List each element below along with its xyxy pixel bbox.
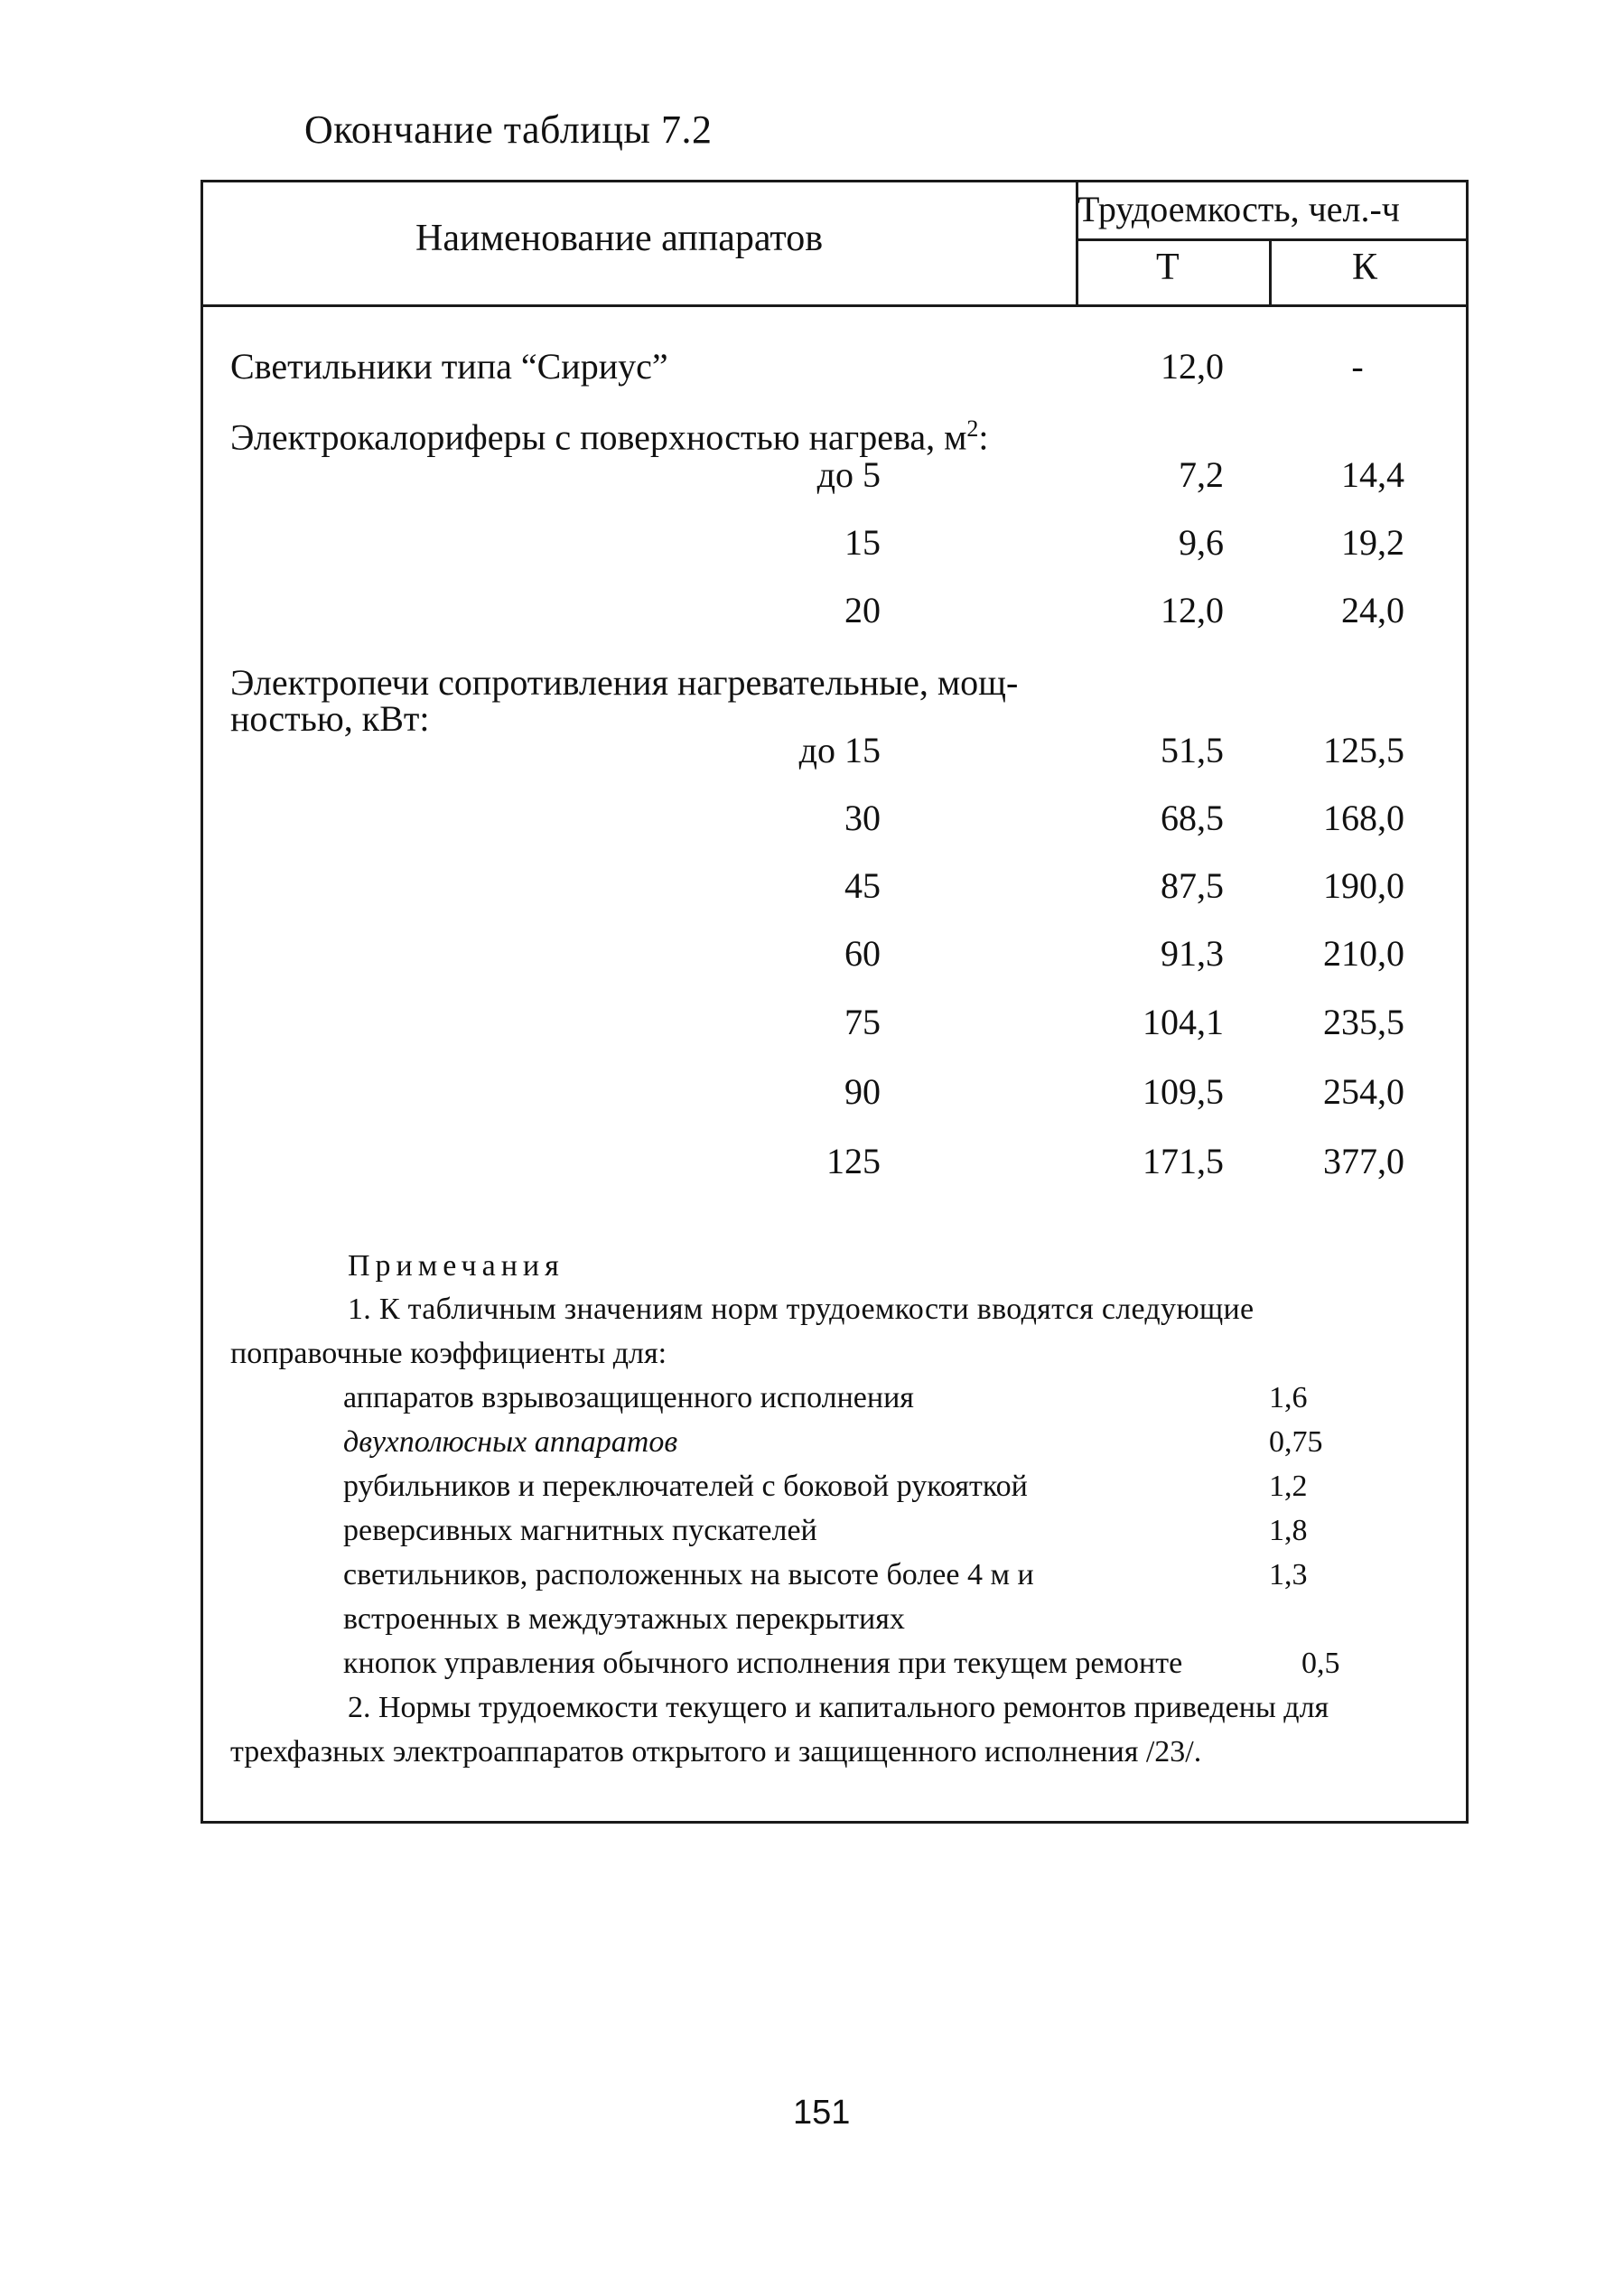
coefficient-value: 0,75	[1269, 1425, 1323, 1459]
coefficient-value: 0,5	[1301, 1647, 1340, 1680]
table-row	[203, 1070, 1471, 1121]
row-k-value: 19,2	[1341, 522, 1404, 563]
coefficient-name: кнопок управления обычного исполнения при текущем ремонте	[343, 1647, 1183, 1680]
group-title-calorifers	[230, 415, 989, 458]
header-labor-column: Трудоемкость, чел.-ч	[1077, 189, 1400, 229]
row-t-value: 87,5	[1161, 865, 1224, 906]
row-k-value: 125,5	[1323, 730, 1404, 770]
data-table	[201, 180, 1469, 1824]
row-k-value: 14,4	[1341, 454, 1404, 495]
row-label: 125	[826, 1141, 881, 1181]
row-k-value: 190,0	[1323, 865, 1404, 906]
coefficient-name: двухполюсных аппаратов	[343, 1425, 678, 1459]
row-label: 15	[844, 522, 881, 563]
header-name-column: Наименование аппаратов	[415, 218, 824, 259]
row-k-value: 254,0	[1323, 1071, 1404, 1112]
coefficient-name: рубильников и переключателей с боковой рукояткой	[343, 1470, 1028, 1503]
group-title-text: Электрокалориферы с поверхностью нагрева, м	[230, 416, 967, 458]
table-caption: Окончание таблицы 7.2	[304, 107, 713, 152]
row-k-value: 24,0	[1341, 590, 1404, 630]
note-2-line-1: 2. Нормы трудоемкости текущего и капитального ремонтов приведены для	[348, 1691, 1329, 1724]
group-title-colon: :	[978, 416, 989, 458]
row-label: 75	[844, 1002, 881, 1042]
notes-title: Примечания	[348, 1249, 564, 1283]
row-t-value: 9,6	[1179, 522, 1224, 563]
table-row	[203, 932, 1471, 983]
coefficient-name: реверсивных магнитных пускателей	[343, 1514, 817, 1547]
table-row	[203, 729, 1471, 779]
group-title-furnaces-line2: ностью, кВт:	[230, 698, 430, 739]
row-label: до 15	[798, 730, 881, 770]
row-t-value: 68,5	[1161, 798, 1224, 838]
header-subdivider	[1076, 238, 1469, 241]
row-t-value: 91,3	[1161, 933, 1224, 974]
coefficient-value: 1,2	[1269, 1470, 1308, 1503]
header-t-column: Т	[1156, 247, 1180, 288]
row-t-value: 109,5	[1143, 1071, 1224, 1112]
row-t-value: 51,5	[1161, 730, 1224, 770]
row-t-value: 7,2	[1179, 454, 1224, 495]
group-title-furnaces-line1: Электропечи сопротивления нагревательные, мощ-	[230, 662, 1019, 703]
table-row	[203, 589, 1471, 639]
table-row	[203, 453, 1471, 504]
coefficient-name: светильников, расположенных на высоте более 4 м и	[343, 1558, 1034, 1591]
row-label: 20	[844, 590, 881, 630]
row-label: 90	[844, 1071, 881, 1112]
row-k-value: 235,5	[1323, 1002, 1404, 1042]
row-t-value: 171,5	[1143, 1141, 1224, 1181]
row-label: 45	[844, 865, 881, 906]
row-label: Светильники типа “Сириус”	[230, 346, 668, 387]
table-row	[203, 797, 1471, 847]
coefficient-name-continuation: встроенных в междуэтажных перекрытиях	[343, 1602, 905, 1636]
row-k-value: 168,0	[1323, 798, 1404, 838]
header-vertical-divider-tk	[1269, 238, 1272, 304]
table-row-sirius	[203, 345, 1471, 396]
header-k-column: К	[1352, 247, 1378, 288]
coefficient-value: 1,6	[1269, 1381, 1308, 1414]
row-t-value: 12,0	[1161, 346, 1224, 387]
note-1-line-1: 1. К табличным значениям норм трудоемкости вводятся следующие	[348, 1293, 1255, 1326]
note-1-line-2: поправочные коэффициенты для:	[230, 1337, 667, 1370]
note-2-line-2: трехфазных электроаппаратов открытого и защищенного исполнения /23/.	[230, 1735, 1202, 1769]
row-k-value: -	[1351, 346, 1364, 387]
table-row	[203, 1140, 1471, 1190]
row-k-value: 377,0	[1323, 1141, 1404, 1181]
page-number: 151	[793, 2094, 851, 2132]
table-row	[203, 864, 1471, 915]
table-row	[203, 1001, 1471, 1051]
coefficient-value: 1,8	[1269, 1514, 1308, 1547]
row-label: 30	[844, 798, 881, 838]
row-label: 60	[844, 933, 881, 974]
row-k-value: 210,0	[1323, 933, 1404, 974]
row-t-value: 12,0	[1161, 590, 1224, 630]
table-row	[203, 521, 1471, 572]
row-t-value: 104,1	[1143, 1002, 1224, 1042]
coefficient-value: 1,3	[1269, 1558, 1308, 1591]
group-title-superscript: 2	[966, 415, 979, 442]
coefficient-name: аппаратов взрывозащищенного исполнения	[343, 1381, 914, 1414]
header-bottom-border	[203, 304, 1469, 307]
row-label: до 5	[816, 454, 881, 495]
